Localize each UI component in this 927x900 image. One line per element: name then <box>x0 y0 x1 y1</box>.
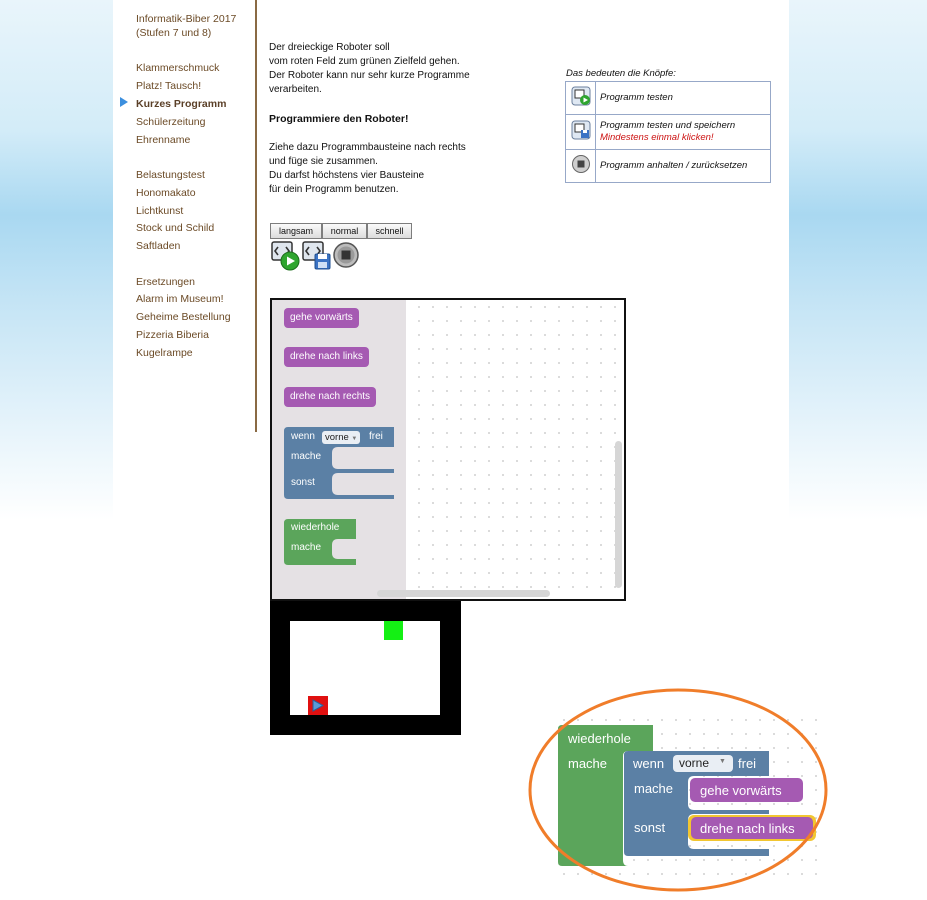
block-turn-right[interactable]: drehe nach rechts <box>284 387 376 407</box>
instruction-line: für dein Programm benutzen. <box>269 184 399 195</box>
grid-field <box>290 621 440 715</box>
nav-item-belastungstest[interactable]: Belastungstest <box>136 169 205 181</box>
instruction-line: Du darfst höchstens vier Bausteine <box>269 170 425 181</box>
solution-illustration <box>528 688 830 893</box>
nav-item-geheime-bestellung[interactable]: Geheime Bestellung <box>136 311 231 323</box>
solution-if-label: wenn <box>633 756 665 771</box>
contest-subtitle[interactable]: (Stufen 7 und 8) <box>136 27 212 39</box>
nav-item-lichtkunst[interactable]: Lichtkunst <box>136 205 184 217</box>
legend-text-run: Programm testen <box>596 82 771 115</box>
solution-dropdown-arrow-icon: ▼ <box>719 758 726 765</box>
nav-item-kugelrampe[interactable]: Kugelrampe <box>136 347 193 359</box>
intro-line: vom roten Feld zum grünen Zielfeld gehen. <box>269 56 460 67</box>
speed-normal-button[interactable]: normal <box>322 223 367 239</box>
legend-note: Mindestens einmal klicken! <box>600 132 714 143</box>
robot-start-cell <box>308 696 328 715</box>
legend-icon-cell <box>566 115 596 150</box>
task-instructions <box>269 141 466 197</box>
task-intro <box>269 41 470 97</box>
nav-item-alarm-im-museum[interactable]: Alarm im Museum! <box>136 293 224 305</box>
solution-if-option: vorne <box>679 756 710 770</box>
nav-item-klammerschmuck[interactable]: Klammerschmuck <box>136 62 220 74</box>
nav-item-stock-und-schild[interactable]: Stock und Schild <box>136 222 215 234</box>
dropdown-arrow-icon: ▼ <box>351 436 358 442</box>
task-heading: Programmiere den Roboter! <box>269 113 409 125</box>
repeat-label: wiederhole <box>291 522 340 533</box>
program-workspace[interactable] <box>270 298 626 601</box>
if-free-label: frei <box>369 431 383 442</box>
robot-grid <box>270 601 461 735</box>
solution-do-label: mache <box>634 781 674 796</box>
goal-cell <box>384 621 403 640</box>
solution-blocks <box>528 688 830 893</box>
if-else-label: sonst <box>291 477 315 488</box>
legend-icon-cell <box>566 150 596 183</box>
legend-text-stop: Programm anhalten / zurücksetzen <box>596 150 771 183</box>
nav-item-saftladen[interactable]: Saftladen <box>136 240 181 252</box>
solution-if-free-label: frei <box>738 756 757 771</box>
nav-item-pizzeria-biberia[interactable]: Pizzeria Biberia <box>136 329 209 341</box>
active-arrow-icon <box>120 97 128 107</box>
instruction-line: Ziehe dazu Programmbausteine nach rechts <box>269 142 466 153</box>
run-program-button[interactable] <box>270 241 300 271</box>
nav-item-schuelerzeitung[interactable]: Schülerzeitung <box>136 116 206 128</box>
nav-item-honomakato[interactable]: Honomakato <box>136 187 196 199</box>
workspace-vertical-scrollbar[interactable] <box>615 441 622 588</box>
if-condition-value: vorne <box>325 432 349 443</box>
intro-line: Der Roboter kann nur sehr kurze Programme <box>269 70 470 81</box>
stop-icon <box>571 154 591 174</box>
legend-text-run-save-main: Programm testen und speichern <box>600 120 736 131</box>
legend-icon-cell <box>566 82 596 115</box>
run-save-icon <box>571 120 591 140</box>
solution-repeat-label: wiederhole <box>568 731 631 746</box>
speed-controls <box>270 223 412 239</box>
button-legend <box>565 81 771 183</box>
block-turn-left[interactable]: drehe nach links <box>284 347 369 367</box>
legend-caption: Das bedeuten die Knöpfe: <box>566 68 676 79</box>
if-label: wenn <box>291 431 315 442</box>
solution-else-block: drehe nach links <box>700 821 795 836</box>
block-move-forward[interactable]: gehe vorwärts <box>284 308 359 328</box>
solution-repeat-do-label: mache <box>568 756 608 771</box>
intro-line: verarbeiten. <box>269 84 322 95</box>
nav-item-ehrenname[interactable]: Ehrenname <box>136 134 191 146</box>
instruction-line: und füge sie zusammen. <box>269 156 378 167</box>
block-toolbox <box>272 300 406 599</box>
speed-fast-button[interactable]: schnell <box>367 223 412 239</box>
left-navigation <box>113 0 257 432</box>
run-icon <box>571 86 591 106</box>
if-condition-dropdown[interactable] <box>322 431 360 444</box>
nav-item-ersetzungen[interactable]: Ersetzungen <box>136 276 195 288</box>
robot-triangle-icon <box>308 696 328 715</box>
intro-line: Der dreieckige Roboter soll <box>269 42 390 53</box>
if-do-label: mache <box>291 451 322 462</box>
workspace-horizontal-scrollbar[interactable] <box>377 590 550 597</box>
solution-do-block: gehe vorwärts <box>700 783 782 798</box>
stop-program-button[interactable] <box>332 241 362 271</box>
nav-item-kurzes-programm[interactable]: Kurzes Programm <box>136 98 227 110</box>
nav-item-platz-tausch[interactable]: Platz! Tausch! <box>136 80 202 92</box>
run-save-program-button[interactable] <box>301 241 331 271</box>
solution-else-label: sonst <box>634 820 666 835</box>
speed-slow-button[interactable]: langsam <box>270 223 322 239</box>
legend-text-run-save <box>596 115 771 150</box>
repeat-do-label: mache <box>291 542 322 553</box>
contest-title[interactable]: Informatik-Biber 2017 <box>136 13 237 25</box>
